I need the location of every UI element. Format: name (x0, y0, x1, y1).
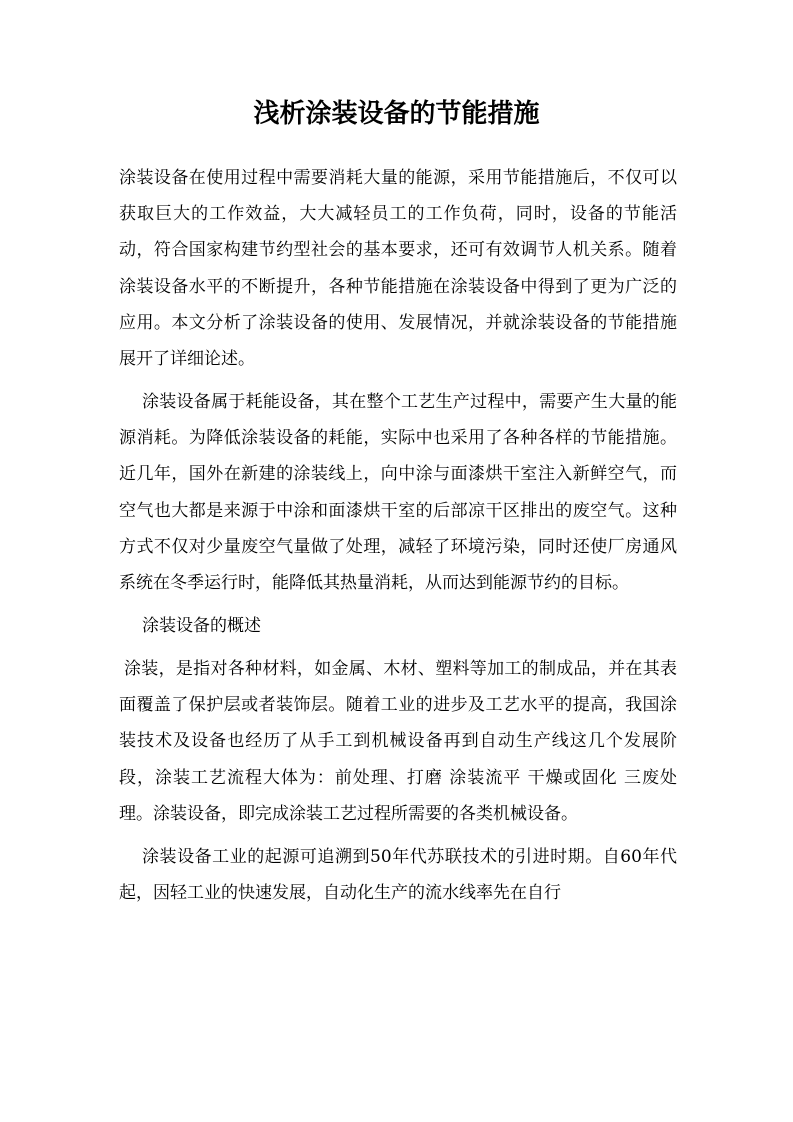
section-heading-overview: 涂装设备的概述 (142, 616, 261, 637)
paragraph-intro: 涂装设备在使用过程中需要消耗大量的能源，采用节能措施后，不仅可以获取巨大的工作效益，大大减轻员工的工作负荷，同时，设备的节能活动，符合国家构建节约型社会的基本要求，还可有效调节人机关系。随着涂装设备水平的不断提升，各种节能措施在涂装设备中得到了更为广泛的应用。本文分析了涂装设备的使用、发展情况，并就涂装设备的节能措施展开了详细论述。 (119, 168, 677, 370)
paragraph-industry-origin: 涂装设备工业的起源可追溯到50年代苏联技术的引进时期。自60年代起，因轻工业的快速发展，自动化生产的流水线率先在自行 (119, 846, 677, 904)
document-body (119, 160, 677, 911)
paragraph-coating-definition: 涂装，是指对各种材料，如金属、木材、塑料等加工的制成品，并在其表面覆盖了保护层或者装饰层。随着工业的进步及工艺水平的提高，我国涂装技术及设备也经历了从手工到机械设备再到自动生产线这几个发展阶段，涂装工艺流程大体为：前处理、打磨 涂装流平 干燥或固化 三废处理。涂装设备，即完成涂装工艺过程所需要的各类机械设备。 (119, 659, 677, 824)
paragraph-energy-consumption: 涂装设备属于耗能设备，其在整个工艺生产过程中，需要产生大量的能源消耗。为降低涂装设备的耗能，实际中也采用了各种各样的节能措施。近几年，国外在新建的涂装线上，向中涂与面漆烘干室注入新鲜空气，而空气也大都是来源于中涂和面漆烘干室的后部凉干区排出的废空气。这种方式不仅对少量废空气量做了处理，减轻了环境污染，同时还使厂房通风系统在冬季运行时，能降低其热量消耗，从而达到能源节约的目标。 (119, 392, 677, 594)
document-title: 浅析涂装设备的节能措施 (253, 99, 540, 129)
